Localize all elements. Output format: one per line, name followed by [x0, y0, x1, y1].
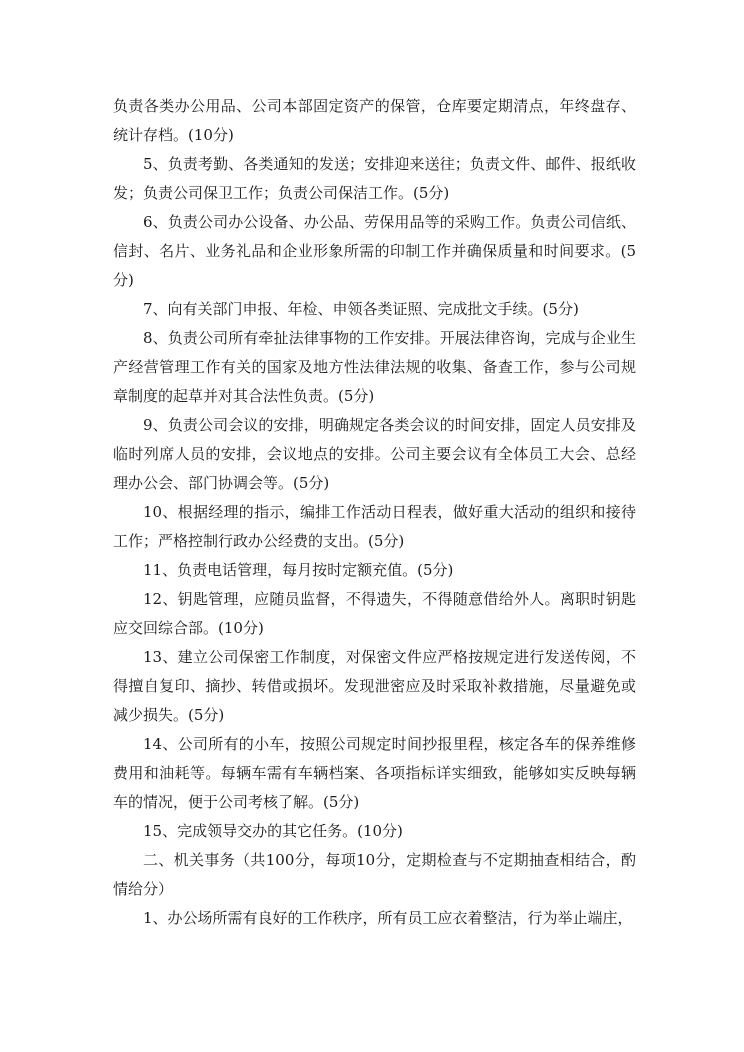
paragraph-office-affairs-item-1: 1、办公场所需有良好的工作秩序，所有员工应衣着整洁，行为举止端庄， [143, 909, 633, 927]
paragraph-item-8: 8、负责公司所有牵扯法律事物的工作安排。开展法律咨询，完成与企业生产经营管理工作有关的国家及地方性法律法规的收集、备查工作，参与公司规章制度的起草并对其合法性负责。(5分) [113, 329, 636, 405]
paragraph-item-7: 7、向有关部门申报、年检、申领各类证照、完成批文手续。(5分) [143, 300, 579, 318]
paragraph-item-10: 10、根据经理的指示，编排工作活动日程表，做好重大活动的组织和接待工作；严格控制行政办公经费的支出。(5分) [113, 503, 636, 550]
paragraph-storage-duties: 负责各类办公用品、公司本部固定资产的保管，仓库要定期清点，年终盘存、统计存档。(10分) [113, 97, 636, 144]
paragraph-item-15: 15、完成领导交办的其它任务。(10分) [143, 822, 403, 840]
paragraph-item-13: 13、建立公司保密工作制度，对保密文件应严格按规定进行发送传阅，不得擅自复印、摘抄、转借或损坏。发现泄密应及时采取补救措施，尽量避免或减少损失。(5分) [113, 648, 636, 724]
paragraph-item-6: 6、负责公司办公设备、办公品、劳保用品等的采购工作。负责公司信纸、信封、名片、业务礼品和企业形象所需的印制工作并确保质量和时间要求。(5分) [113, 213, 636, 289]
paragraph-item-12: 12、钥匙管理，应随员监督，不得遗失，不得随意借给外人。离职时钥匙应交回综合部。(10分) [113, 590, 636, 637]
paragraph-item-14: 14、公司所有的小车，按照公司规定时间抄报里程，核定各车的保养维修费用和油耗等。每辆车需有车辆档案、各项指标详实细致，能够如实反映每辆车的情况，便于公司考核了解。(5分) [113, 735, 636, 811]
paragraph-item-5: 5、负责考勤、各类通知的发送；安排迎来送往；负责文件、邮件、报纸收发；负责公司保卫工作；负责公司保洁工作。(5分) [113, 155, 636, 202]
section-heading-office-affairs: 二、机关事务（共100分，每项10分，定期检查与不定期抽查相结合，酌情给分） [113, 851, 636, 898]
document-body [113, 92, 636, 933]
paragraph-item-11: 11、负责电话管理，每月按时定额充值。(5分) [143, 561, 454, 579]
paragraph-item-9: 9、负责公司会议的安排，明确规定各类会议的时间安排，固定人员安排及临时列席人员的安排，会议地点的安排。公司主要会议有全体员工大会、总经理办公会、部门协调会等。(5分) [113, 416, 636, 492]
